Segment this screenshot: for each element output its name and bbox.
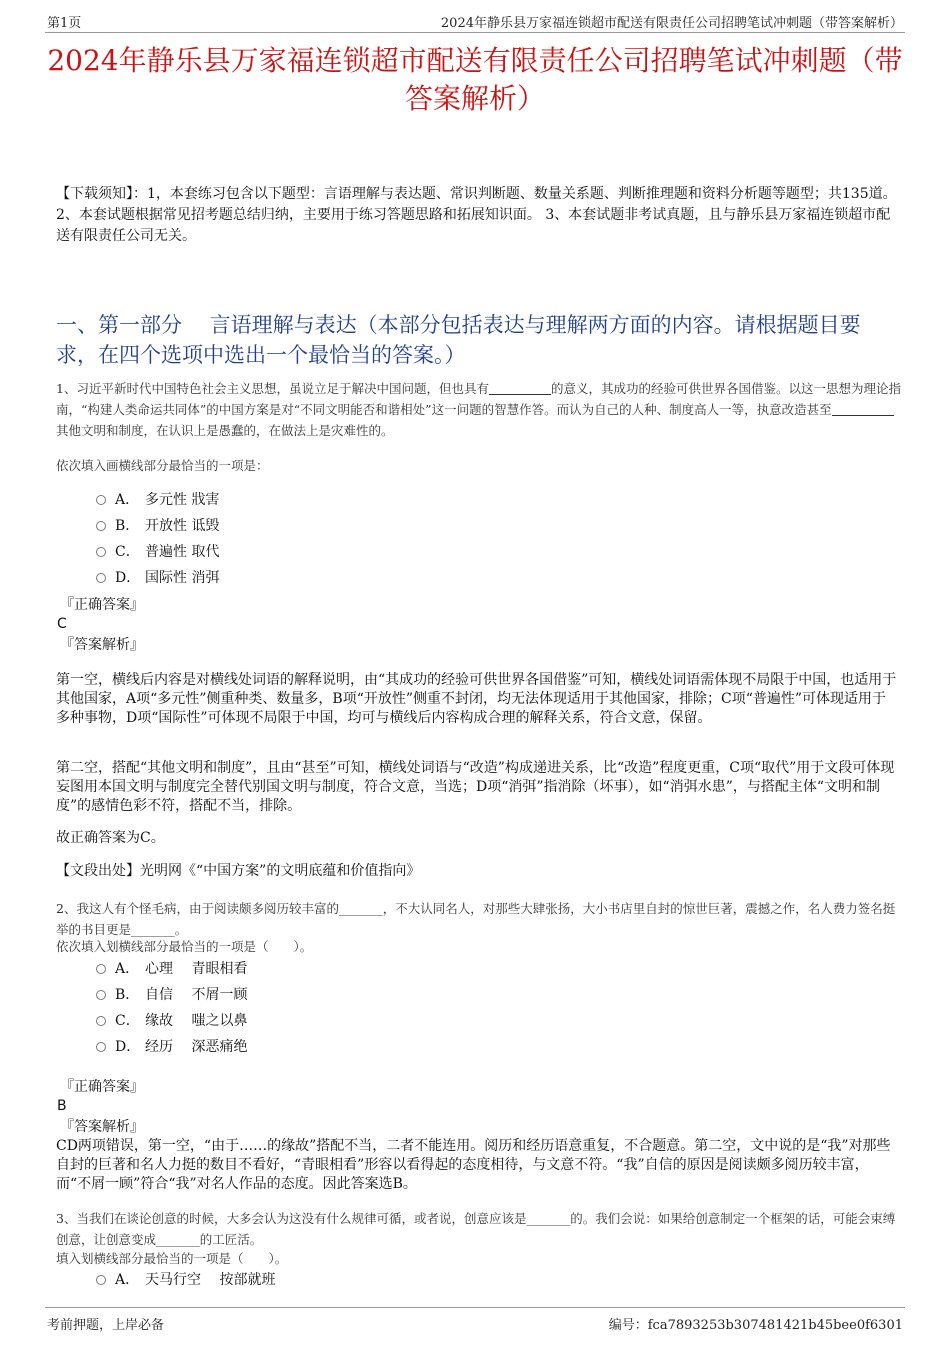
header-doc-title: 2024年静乐县万家福连锁超市配送有限责任公司招聘笔试冲刺题（带答案解析） (440, 16, 903, 31)
question-1-prompt: 依次填入画横线部分最恰当的一项是： (56, 458, 269, 473)
download-notice: 【下载须知】：1，本套练习包含以下题型：言语理解与表达题、常识判断题、数量关系题、判断推理题和资料分析题等题型；共135道。 2、本套试题根据常见招考题总结归纳，主要用于练习答题思路和拓展知识面。 3、本套试题非考试真题，且与静乐县万家福连锁超市配送有限责任公司无关。 (56, 186, 897, 244)
q2-answer: B (57, 1098, 67, 1114)
q1-stem-part-c: 其他文明和制度，在认识上是愚蠢的，在做法上是灾难性的。 (56, 423, 394, 438)
q2-analysis: CD两项错误，第一空，“由于……的缘故”搭配不当，二者不能连用。阅历和经历语意重复，不合题意。第二空，文中说的是“我”对那些自封的巨著和名人力挺的数目不看好，“青眼相看”形容以看得起的态度相待，与文意不符。“我”自信的原因是阅读颇多阅历较丰富，而“不屑一顾”符合“我”对名人作品的态度。因此答案选B。 (56, 1138, 891, 1192)
q2-option-c[interactable]: C． 缘故 嗤之以鼻 (96, 1011, 247, 1031)
q1-analysis-para-3: 故正确答案为C。 (56, 830, 165, 846)
question-2-stem: 2、我这人有个怪毛病，由于阅读颇多阅历较丰富的_______，不大认同名人，对那些大肆张扬，大小书店里自封的惊世巨著，震撼之作，名人费力签名挺举的书目更是_______。 (56, 901, 896, 937)
q1-answer: C (57, 616, 67, 632)
footer-serial: 编号：fca7893253b307481421b45bee0f6301 (608, 1318, 903, 1333)
radio-icon[interactable] (96, 990, 106, 1000)
q3-option-a[interactable]: A． 天马行空 按部就班 (96, 1270, 275, 1290)
document-title: 2024年静乐县万家福连锁超市配送有限责任公司招聘笔试冲刺题（带答案解析） (47, 44, 903, 115)
q1-analysis-para-1: 第一空，横线后内容是对横线处词语的解释说明，由“其成功的经验可供世界各国借鉴”可知，横线处词语需体现不局限于中国，也适用于其他国家，A项“多元性”侧重种类、数量多，B项“开放性”侧重不封闭，均无法体现适用于其他国家，排除；C项“普遍性”可体现适用于多种事物，D项“国际性”可体现不局限于中国，均可与横线后内容构成合理的解释关系，符合文意，保留。 (56, 672, 897, 726)
question-3-prompt: 填入划横线部分最恰当的一项是（ ）。 (56, 1251, 288, 1266)
radio-icon[interactable] (96, 495, 106, 505)
q1-option-a[interactable]: A． 多元性 戕害 (96, 490, 219, 510)
fill-blank (832, 402, 894, 416)
fill-blank (489, 381, 551, 395)
section-heading: 一、第一部分 言语理解与表达（本部分包括表达与理解两方面的内容。请根据题目要求，在四个选项中选出一个最恰当的答案。） (56, 313, 861, 367)
footer-slogan: 考前押题，上岸必备 (47, 1318, 165, 1333)
radio-icon[interactable] (96, 1016, 106, 1026)
radio-icon[interactable] (96, 521, 106, 531)
q1-option-b[interactable]: B． 开放性 诋毁 (96, 516, 219, 536)
radio-icon[interactable] (96, 964, 106, 974)
q2-option-b[interactable]: B． 自信 不屑一顾 (96, 985, 247, 1005)
q2-answer-label: 『正确答案』 (60, 1079, 144, 1095)
radio-icon[interactable] (96, 1275, 106, 1285)
q1-source: 【文段出处】光明网《“中国方案”的文明底蕴和价值指向》 (56, 863, 421, 879)
footer-divider (45, 1307, 905, 1308)
radio-icon[interactable] (96, 573, 106, 583)
header-divider (45, 32, 905, 33)
q1-stem-part-b: 的意义，其成功的经验可供世界各国借鉴。以这一思想为理论指南，“构建人类命运共同体”的中国方案是对“不同文明能否和谐相处”这一问题的智慧作答。而认为自己的人种、制度高人一等，执意改造甚至 (56, 381, 901, 417)
q1-option-c[interactable]: C． 普遍性 取代 (96, 542, 219, 562)
q1-answer-label: 『正确答案』 (60, 597, 144, 613)
radio-icon[interactable] (96, 547, 106, 557)
question-1-stem (56, 378, 901, 441)
q2-analysis-label: 『答案解析』 (60, 1119, 144, 1135)
q1-analysis-para-2: 第二空，搭配“其他文明和制度”，且由“甚至”可知，横线处词语与“改造”构成递进关系，比“改造”程度更重，C项“取代”用于文段可体现妄图用本国文明与制度完全替代别国文明与制度，符合文意，当选；D项“消弭”指消除（坏事），如“消弭水患”，与搭配主体“文明和制度”的感情色彩不符，搭配不当，排除。 (56, 760, 895, 814)
q1-stem-part-a: 1、习近平新时代中国特色社会主义思想，虽说立足于解决中国问题，但也具有 (56, 381, 489, 396)
q2-option-d[interactable]: D． 经历 深恶痛绝 (96, 1037, 247, 1057)
question-2-prompt: 依次填入划横线部分最恰当的一项是（ ）。 (56, 939, 313, 954)
question-3-stem: 3、当我们在谈论创意的时候，大多会认为这没有什么规律可循，或者说，创意应该是_______的。我们会说：如果给创意制定一个框架的话，可能会束缚创意，让创意变成_______的工匠活。 (56, 1211, 896, 1247)
page-number: 第1页 (47, 16, 82, 31)
q1-analysis-label: 『答案解析』 (60, 637, 144, 653)
q2-option-a[interactable]: A． 心理 青眼相看 (96, 959, 247, 979)
q1-option-d[interactable]: D． 国际性 消弭 (96, 568, 219, 588)
radio-icon[interactable] (96, 1042, 106, 1052)
